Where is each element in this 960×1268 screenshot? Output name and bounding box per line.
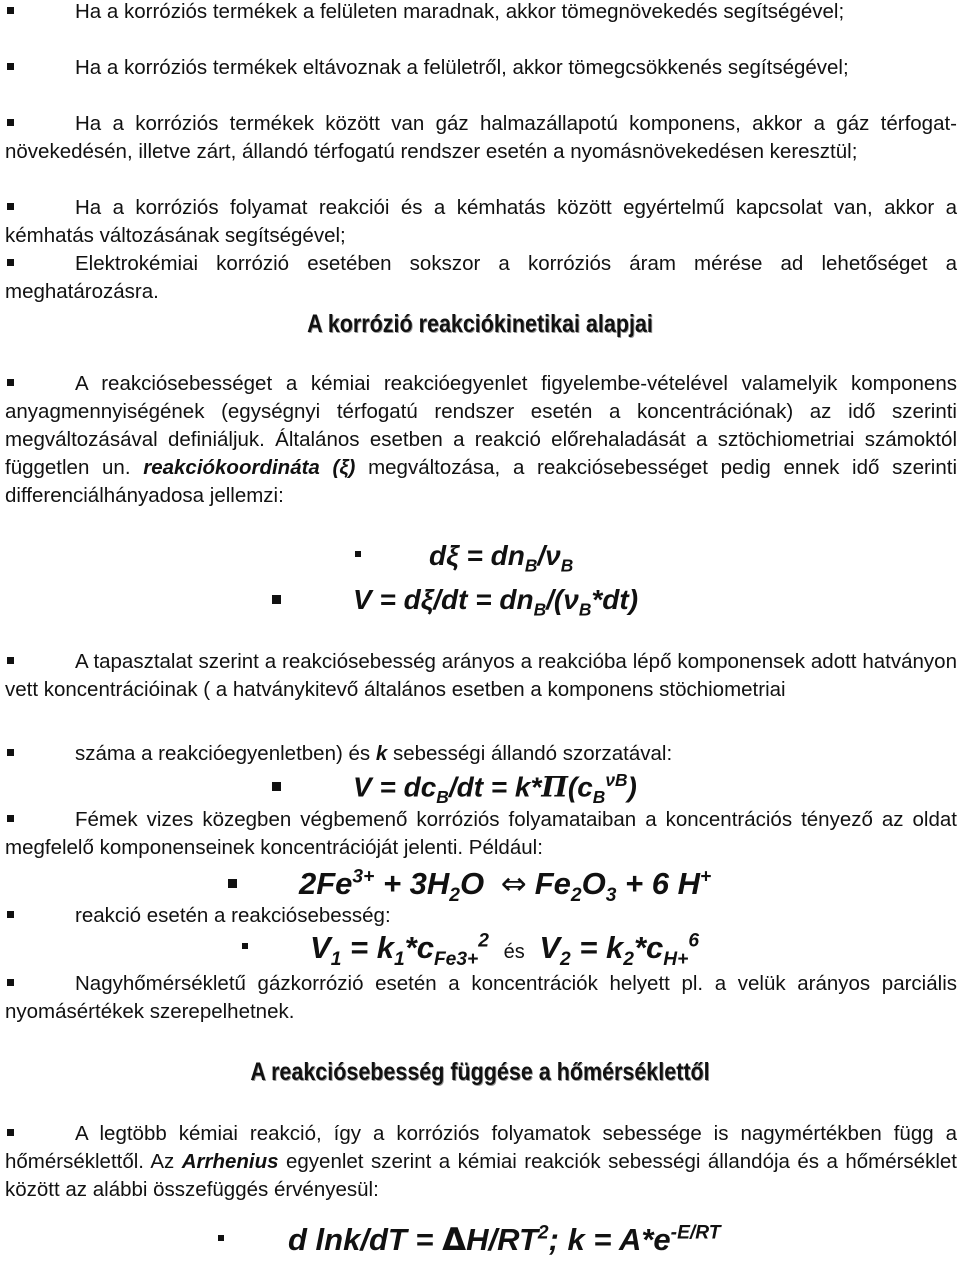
bullet-icon xyxy=(7,119,14,126)
bullet-icon xyxy=(7,259,14,266)
paragraph-text: Ha a korróziós termékek eltávoznak a felületről, akkor tömegcsökkenés segítségével; xyxy=(75,56,849,79)
formula-sub: B xyxy=(524,555,538,576)
formula-part: + 6 H xyxy=(616,866,700,901)
section-heading: A reakciósebesség függése a hőmérséklettől xyxy=(250,1058,710,1086)
bullet-icon xyxy=(272,595,281,604)
paragraph-text: Nagyhőmérsékletű gázkorrózió esetén a koncentrációk helyett pl. a velük arányos parciális nyomásértékek szerepelhetnek. xyxy=(5,972,957,1023)
paragraph-text: Fémek vizes közegben végbemenő korróziós folyamataiban a koncentrációs tényező az oldat megfelelő komponenseinek koncentrációját jelenti. Például: xyxy=(5,808,957,859)
paragraph-bullet xyxy=(5,902,957,930)
formula-part: O xyxy=(581,866,606,901)
section-heading: A korrózió reakciókinetikai alapjai xyxy=(307,310,653,338)
formula-sub: Fe3+ xyxy=(433,949,479,971)
formula-part: /ν xyxy=(537,540,561,571)
formula-part: Π xyxy=(541,770,568,804)
formula-sub: B xyxy=(436,786,449,807)
bullet-icon xyxy=(355,551,361,557)
paragraph-bullet xyxy=(5,740,957,768)
paragraph-bullet xyxy=(5,194,957,250)
formula-sub: 1 xyxy=(330,949,342,971)
paragraph-text: Ha a korróziós termékek a felületen maradnak, akkor tömegnövekedés segítségével; xyxy=(75,0,845,23)
bullet-icon xyxy=(218,1235,224,1241)
bullet-icon xyxy=(7,749,14,756)
bullet-icon xyxy=(7,63,14,70)
paragraph-bullet xyxy=(5,806,957,862)
paragraph-bullet xyxy=(5,970,957,1026)
formula-part: (c xyxy=(567,771,593,803)
formula-part: *c xyxy=(404,930,434,965)
formula-part: d lnk/dT = xyxy=(288,1222,443,1257)
paragraph-text: Elektrokémiai korrózió esetében sokszor a korróziós áram mérése ad lehetőséget a meghatározásra. xyxy=(5,252,957,303)
emphasis-term: reakciókoordináta (ξ) xyxy=(143,456,356,479)
paragraph-bullet xyxy=(5,1120,957,1204)
formula-part: 2Fe xyxy=(299,866,353,901)
paragraph-bullet xyxy=(5,110,957,166)
formula-rate-law xyxy=(272,770,637,808)
paragraph-bullet xyxy=(5,648,957,704)
formula-sup: + xyxy=(699,866,712,888)
paragraph-text: sebességi állandó szorzatával: xyxy=(392,742,673,765)
bullet-icon xyxy=(7,657,14,664)
formula-sub: H+ xyxy=(663,949,689,971)
formula-sub: 2 xyxy=(570,885,582,907)
paragraph-text: reakció esetén a reakciósebesség: xyxy=(75,904,391,927)
formula-reaction-equation xyxy=(228,866,711,907)
equilibrium-arrow-icon: ⇔ xyxy=(500,866,527,902)
formula-reaction-coordinate xyxy=(355,540,573,577)
formula-sup: 6 xyxy=(688,930,700,952)
bullet-icon xyxy=(7,911,14,918)
formula-sub: B xyxy=(578,599,592,620)
formula-part: Fe xyxy=(534,866,571,901)
bullet-icon xyxy=(7,1129,14,1136)
bullet-icon xyxy=(7,7,14,14)
formula-part: /dt = k* xyxy=(448,771,542,803)
formula-sub: 2 xyxy=(449,885,460,907)
paragraph-text: megváltozása, a reakciósebességet pedig ennek idő szerinti differenciálhányadosa jellemzi: xyxy=(5,456,957,507)
bullet-icon xyxy=(272,782,281,791)
formula-sup: -E/RT xyxy=(670,1222,721,1244)
formula-part: dξ = dn xyxy=(429,540,525,571)
formula-part: + 3H xyxy=(374,866,450,901)
paragraph-text: száma a reakcióegyenletben) és xyxy=(75,742,371,765)
formula-part: H/RT xyxy=(466,1222,538,1257)
formula-part: ; k = A*e xyxy=(548,1222,671,1257)
formula-part: O xyxy=(459,866,485,901)
formula-sub: 3 xyxy=(605,885,617,907)
formula-sup: 3+ xyxy=(352,866,375,888)
formula-sub: 2 xyxy=(560,949,571,971)
formula-sub: 2 xyxy=(623,949,634,971)
formula-part: Δ xyxy=(442,1222,467,1258)
formula-part: ) xyxy=(627,771,637,803)
formula-sub: B xyxy=(592,786,606,807)
formula-part: V xyxy=(310,930,331,965)
paragraph-text: Ha a korróziós folyamat reakciói és a kémhatás között egyértelmű kapcsolat van, akkor a kémhatás változásának segítségével; xyxy=(5,196,957,247)
bullet-icon xyxy=(7,203,14,210)
bullet-icon xyxy=(7,979,14,986)
formula-part: *dt) xyxy=(591,584,639,615)
formula-sub: B xyxy=(560,555,574,576)
emphasis-term: Arrhenius xyxy=(181,1150,279,1173)
bullet-icon xyxy=(7,379,14,386)
formula-sub: 1 xyxy=(393,949,405,971)
paragraph-text: A reakciósebességet a kémiai reakcióegyenlet figyelembe-vételével valamelyik komponens anyagmennyiségének (egységnyi térfogatú rendszer esetén a koncentrációnak) az idő szerinti megváltozásával definiáljuk. Általános esetben a reakció előrehaladását a sztöchiometriai számoktól független un. xyxy=(5,372,957,479)
bullet-icon xyxy=(228,879,237,888)
formula-part: = k xyxy=(570,930,624,965)
formula-rate-expressions xyxy=(242,930,699,971)
formula-rate-definition xyxy=(272,584,638,621)
formula-part: V = dc xyxy=(353,771,437,803)
formula-sup: 2 xyxy=(537,1222,549,1244)
emphasis-term: k xyxy=(375,742,388,765)
paragraph-bullet xyxy=(5,54,957,82)
bullet-icon xyxy=(242,943,248,949)
formula-conjunction: és xyxy=(503,941,525,963)
paragraph-text: A legtöbb kémiai reakció, így a korróziós folyamatok sebessége is nagymértékben függ a hőmérséklettől. Az xyxy=(5,1122,957,1173)
formula-part: V xyxy=(539,930,561,965)
formula-part: = k xyxy=(341,930,394,965)
formula-sup: νB xyxy=(605,770,628,790)
formula-arrhenius xyxy=(218,1222,720,1258)
paragraph-bullet xyxy=(5,250,957,306)
formula-part: V = dξ/dt = dn xyxy=(353,584,534,615)
paragraph-text: A tapasztalat szerint a reakciósebesség arányos a reakcióba lépő komponensek adott hatványon vett koncentrációinak ( a hatványkitevő általános esetben a komponens stöchiometriai xyxy=(5,650,957,701)
paragraph-text: Ha a korróziós termékek között van gáz halmazállapotú komponens, akkor a gáz térfogat-növekedésén, illetve zárt, állandó térfogatú rendszer esetén a nyomásnövekedésen keresztül; xyxy=(5,112,957,163)
paragraph-bullet xyxy=(5,370,957,510)
formula-part: *c xyxy=(633,930,664,965)
formula-part: /(ν xyxy=(546,584,579,615)
paragraph-text: egyenlet szerint a kémiai reakciók sebességi állandója és a hőmérséklet között az alábbi összefüggés érvényesül: xyxy=(5,1150,957,1201)
paragraph-bullet xyxy=(5,0,957,26)
formula-sup: 2 xyxy=(478,930,489,952)
formula-sub: B xyxy=(533,599,547,620)
bullet-icon xyxy=(7,815,14,822)
